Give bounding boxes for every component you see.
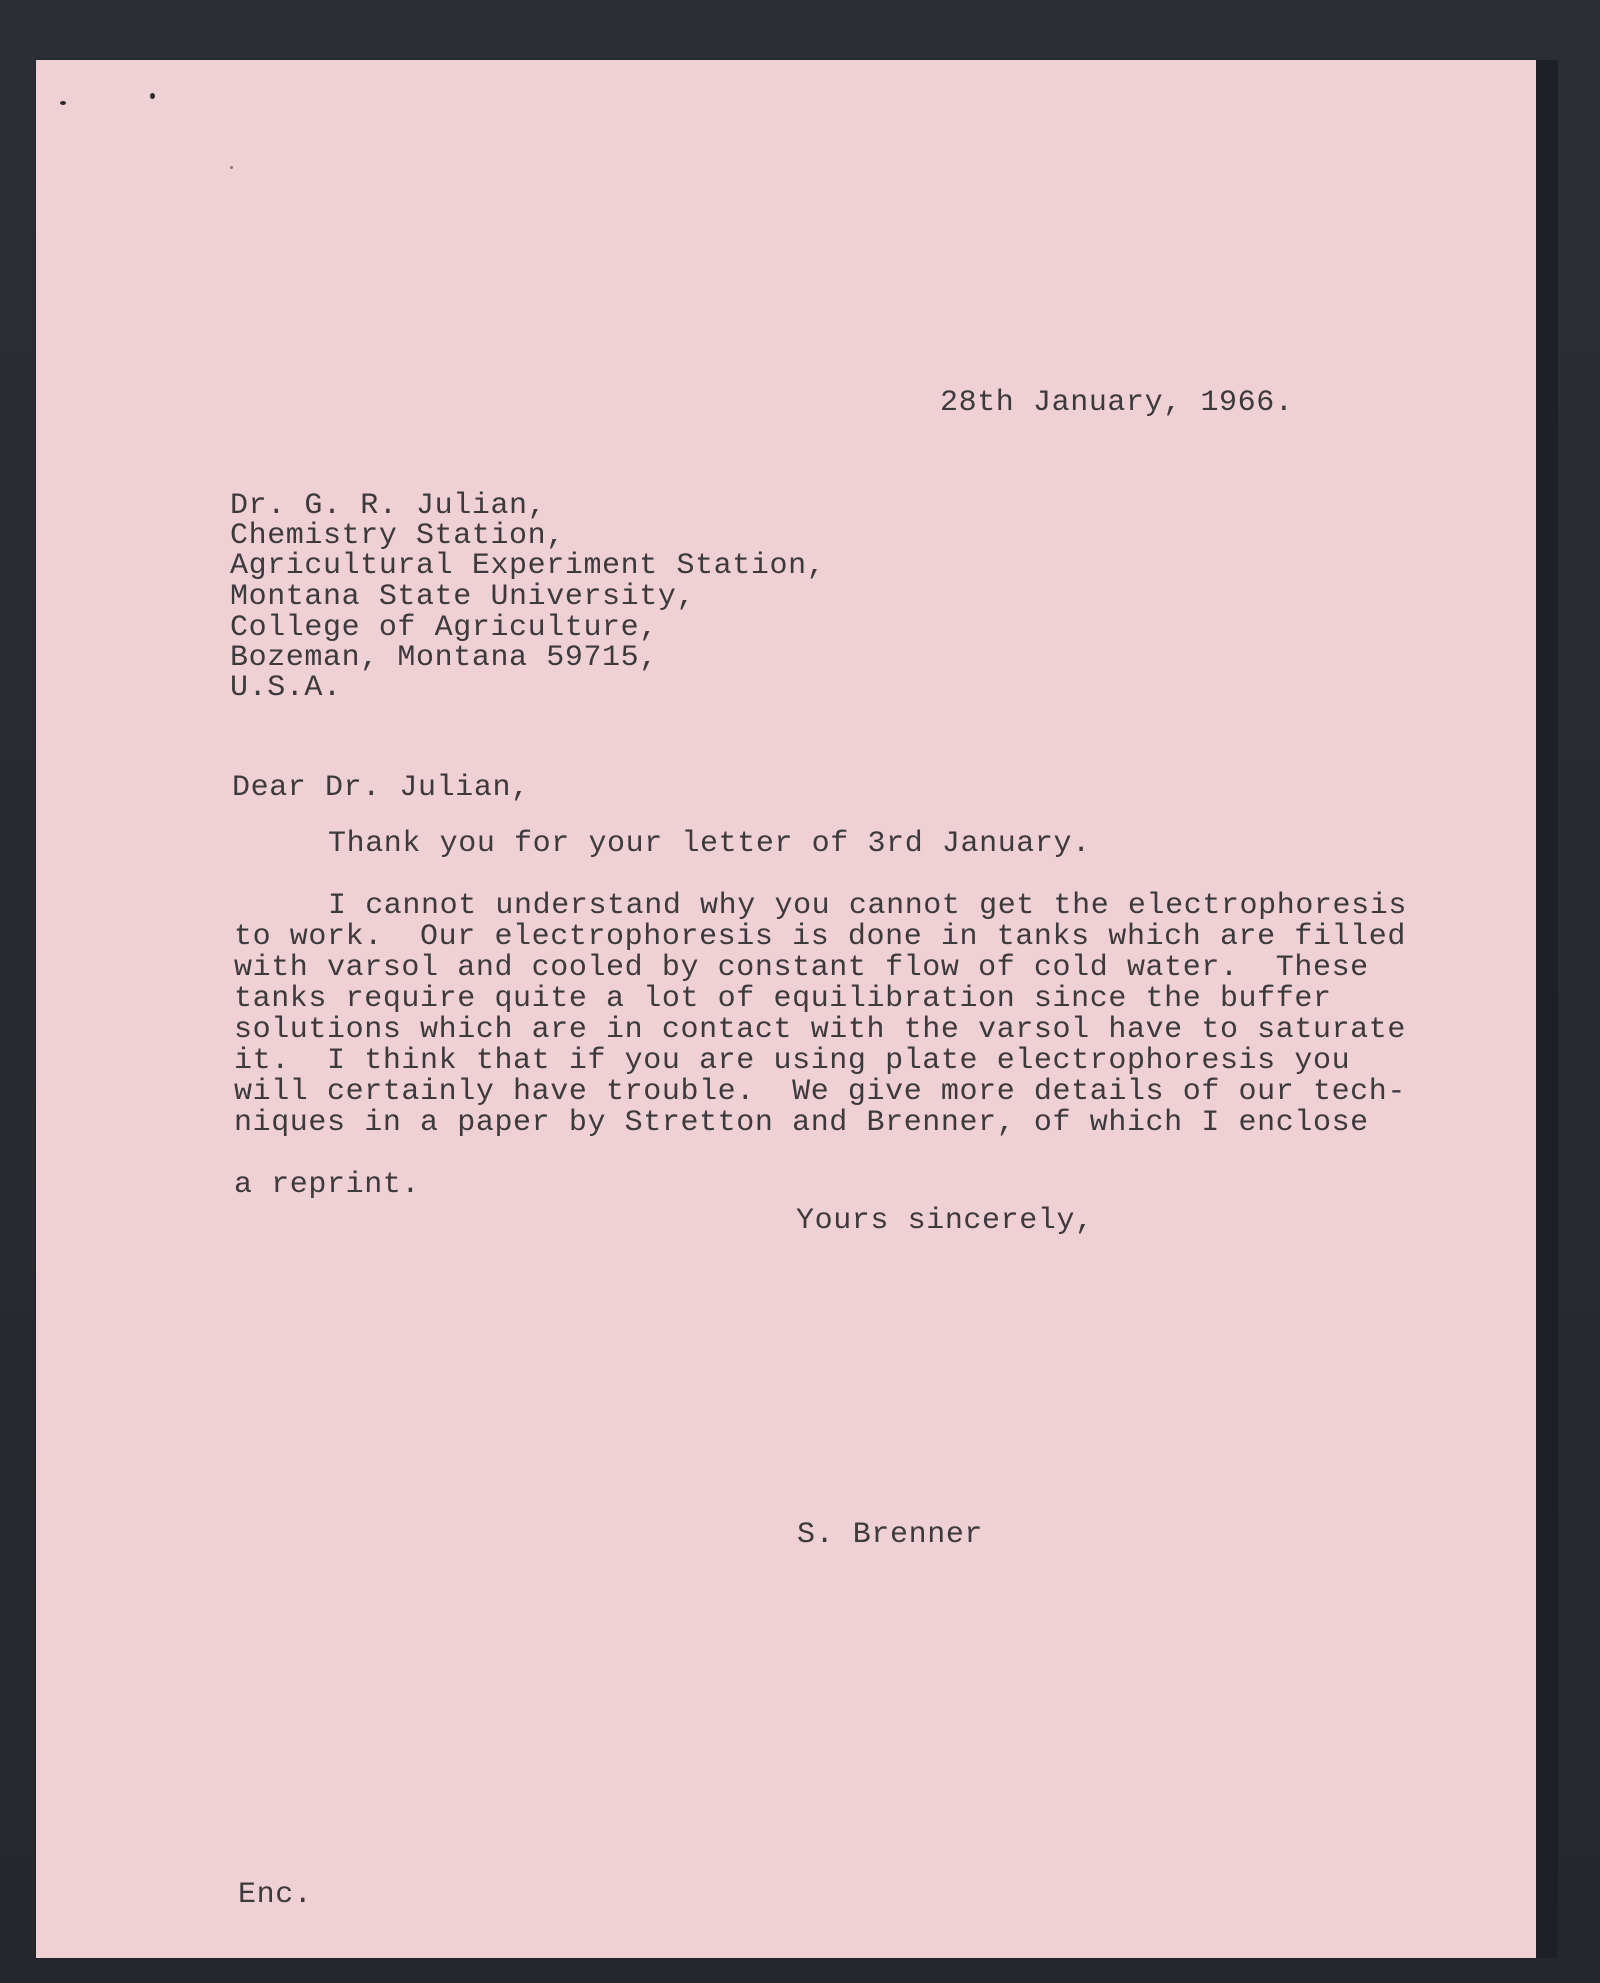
address-line: Bozeman, Montana 59715, (230, 641, 658, 675)
ink-speck (150, 93, 155, 99)
signature-name: S. Brenner (797, 1518, 984, 1552)
address-line: U.S.A. (230, 671, 342, 705)
body-line: with varsol and cooled by constant flow of cold water. These (234, 951, 1369, 985)
address-line: Dr. G. R. Julian, (230, 489, 547, 523)
body-line: tanks require quite a lot of equilibration since the buffer (234, 982, 1332, 1016)
address-line: Montana State University, (230, 580, 696, 614)
body-line: I cannot understand why you cannot get the electrophoresis (328, 889, 1407, 923)
address-line: Chemistry Station, (230, 519, 565, 553)
letter-date: 28th January, 1966. (940, 386, 1294, 420)
opening-paragraph: Thank you for your letter of 3rd January. (328, 827, 1091, 861)
ink-speck (60, 101, 66, 105)
body-line: will certainly have trouble. We give more details of our tech- (234, 1075, 1406, 1109)
salutation: Dear Dr. Julian, (232, 771, 530, 805)
closing: Yours sincerely, (796, 1204, 1094, 1238)
ink-speck (230, 166, 233, 169)
body-line: niques in a paper by Stretton and Brenner, of which I enclose (234, 1106, 1369, 1140)
address-line: Agricultural Experiment Station, (230, 549, 826, 583)
body-line: it. I think that if you are using plate electrophoresis you (234, 1044, 1351, 1078)
enclosure-note: Enc. (238, 1878, 313, 1912)
body-line: to work. Our electrophoresis is done in tanks which are filled (234, 920, 1406, 954)
page-edge-shadow (1536, 60, 1558, 1958)
body-line: a reprint. (234, 1168, 421, 1202)
body-line: solutions which are in contact with the varsol have to saturate (234, 1013, 1406, 1047)
address-line: College of Agriculture, (230, 611, 658, 645)
